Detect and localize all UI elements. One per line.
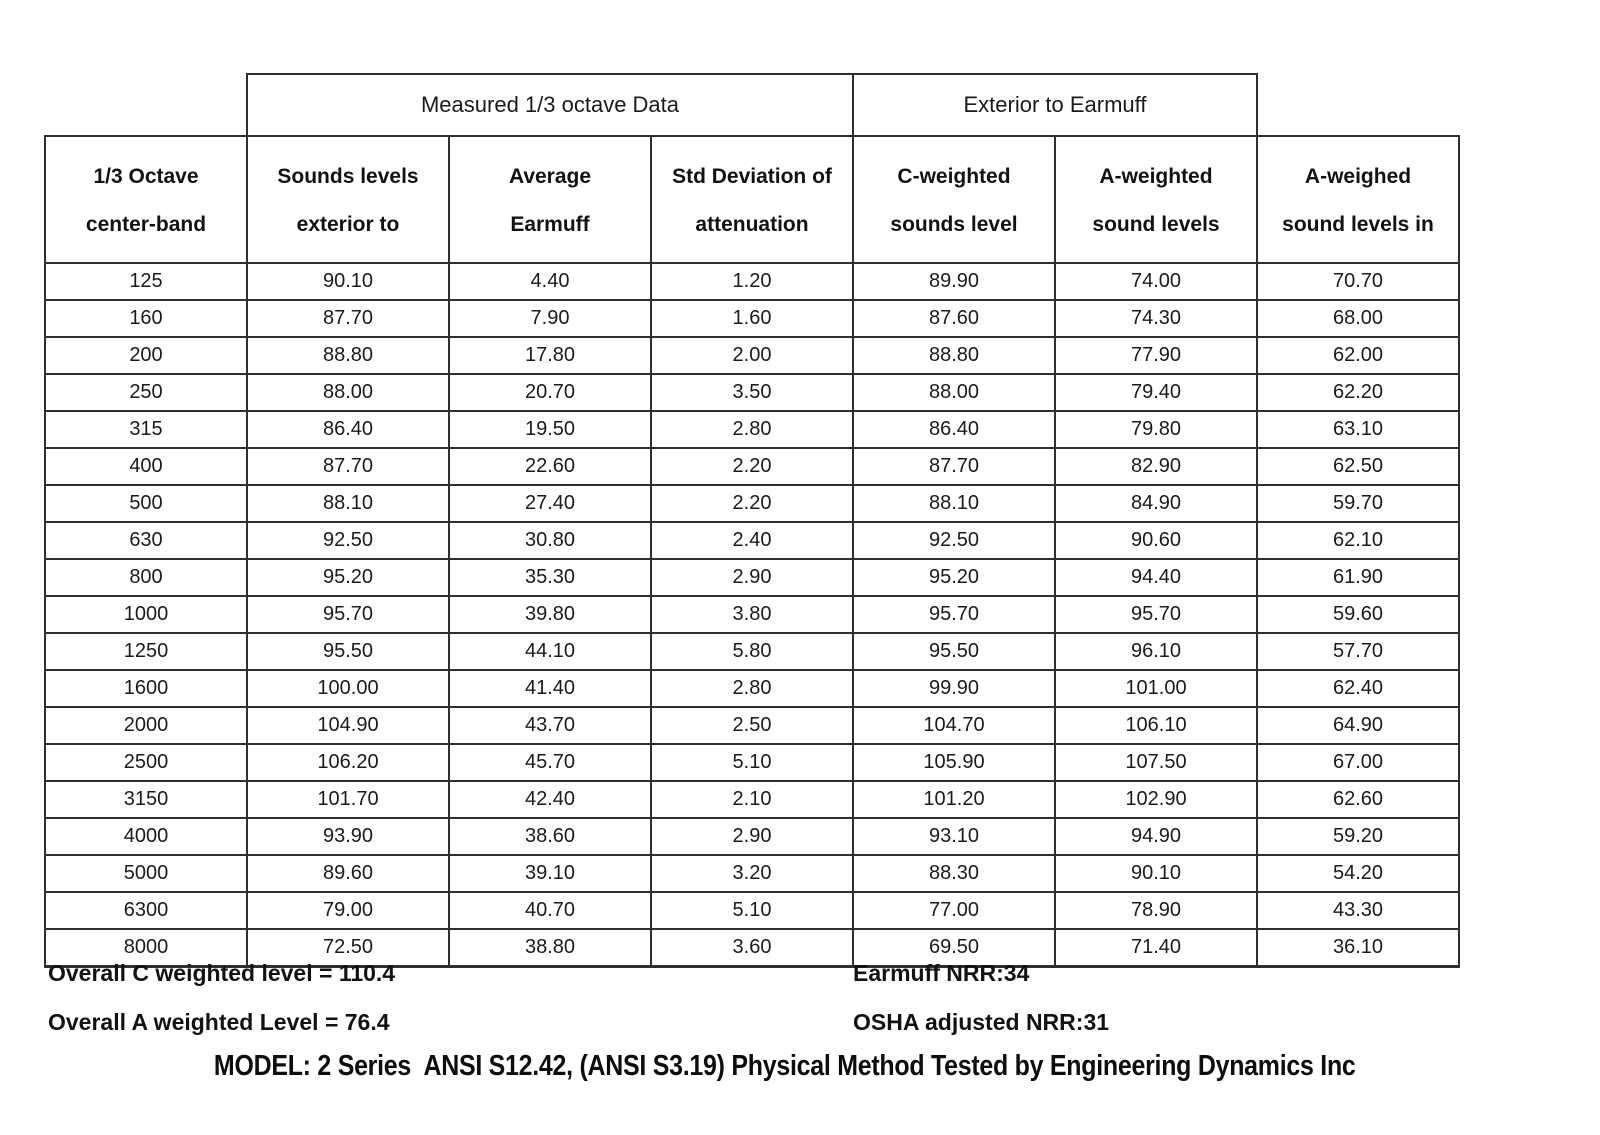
table-row	[45, 263, 1459, 300]
table-cell: 30.80	[449, 522, 651, 559]
table-cell: 95.50	[247, 633, 449, 670]
table-cell: 104.90	[247, 707, 449, 744]
earmuff-nrr: Earmuff NRR:34	[853, 960, 1030, 986]
table-cell: 4.40	[449, 263, 651, 300]
table-cell: 42.40	[449, 781, 651, 818]
table-row	[45, 707, 1459, 744]
table-row	[45, 596, 1459, 633]
table-cell: 3.60	[651, 929, 853, 967]
table-cell: 1.60	[651, 300, 853, 337]
table-cell: 3.50	[651, 374, 853, 411]
table-cell: 106.20	[247, 744, 449, 781]
table-cell: 92.50	[247, 522, 449, 559]
table-row	[45, 485, 1459, 522]
column-header-line2: sound levels	[1092, 213, 1220, 236]
table-cell: 62.10	[1257, 522, 1459, 559]
table-cell: 630	[45, 522, 247, 559]
table-cell: 5.10	[651, 744, 853, 781]
table-cell: 69.50	[853, 929, 1055, 967]
column-header-3	[651, 136, 853, 263]
table-cell: 88.00	[247, 374, 449, 411]
model-caption-text: MODEL: 2 Series ANSI S12.42, (ANSI S3.19) Physical Method Tested by Engineering Dynamics Inc	[214, 1050, 1356, 1082]
table-cell: 39.10	[449, 855, 651, 892]
table-cell: 200	[45, 337, 247, 374]
table-row	[45, 559, 1459, 596]
table-row	[45, 744, 1459, 781]
table-cell: 95.20	[247, 559, 449, 596]
table-cell: 95.70	[247, 596, 449, 633]
overall-c-weighted-level: Overall C weighted level = 110.4	[48, 960, 396, 986]
column-header-line1: Sounds levels	[277, 165, 419, 188]
column-header-2	[449, 136, 651, 263]
top-left-blank	[45, 74, 247, 136]
table-row	[45, 633, 1459, 670]
column-header-line1: Std Deviation of	[672, 165, 832, 188]
column-header-line1: A-weighted	[1099, 165, 1213, 188]
table-row	[45, 374, 1459, 411]
table-cell: 101.70	[247, 781, 449, 818]
attenuation-table	[44, 73, 1460, 968]
top-right-blank	[1257, 74, 1459, 136]
table-cell: 70.70	[1257, 263, 1459, 300]
column-header-row	[45, 136, 1459, 263]
table-cell: 64.90	[1257, 707, 1459, 744]
table-cell: 62.00	[1257, 337, 1459, 374]
table-cell: 87.70	[247, 448, 449, 485]
table-row	[45, 855, 1459, 892]
table-row	[45, 781, 1459, 818]
table-cell: 2.90	[651, 818, 853, 855]
table-cell: 38.80	[449, 929, 651, 967]
table-cell: 93.90	[247, 818, 449, 855]
table-cell: 250	[45, 374, 247, 411]
table-cell: 86.40	[247, 411, 449, 448]
table-cell: 84.90	[1055, 485, 1257, 522]
table-cell: 95.20	[853, 559, 1055, 596]
table-cell: 77.90	[1055, 337, 1257, 374]
column-header-line2: center-band	[85, 213, 207, 236]
table-cell: 54.20	[1257, 855, 1459, 892]
table-cell: 102.90	[1055, 781, 1257, 818]
table-cell: 36.10	[1257, 929, 1459, 967]
table-row	[45, 818, 1459, 855]
table-cell: 72.50	[247, 929, 449, 967]
table-cell: 104.70	[853, 707, 1055, 744]
table-cell: 45.70	[449, 744, 651, 781]
column-header-line1: 1/3 Octave	[93, 165, 199, 188]
table-cell: 41.40	[449, 670, 651, 707]
table-cell: 20.70	[449, 374, 651, 411]
table-cell: 6300	[45, 892, 247, 929]
column-header-1	[247, 136, 449, 263]
table-cell: 79.00	[247, 892, 449, 929]
table-cell: 107.50	[1055, 744, 1257, 781]
table-cell: 43.70	[449, 707, 651, 744]
table-cell: 78.90	[1055, 892, 1257, 929]
table-cell: 62.50	[1257, 448, 1459, 485]
table-cell: 1.20	[651, 263, 853, 300]
table-cell: 106.10	[1055, 707, 1257, 744]
table-cell: 87.70	[247, 300, 449, 337]
table-cell: 101.20	[853, 781, 1055, 818]
column-header-5	[1055, 136, 1257, 263]
column-header-line1: C-weighted	[897, 165, 1011, 188]
table-cell: 315	[45, 411, 247, 448]
column-header-line1: A-weighed	[1304, 165, 1412, 188]
table-cell: 2.40	[651, 522, 853, 559]
table-cell: 3.80	[651, 596, 853, 633]
table-cell: 95.50	[853, 633, 1055, 670]
table-cell: 71.40	[1055, 929, 1257, 967]
table-cell: 87.60	[853, 300, 1055, 337]
table-cell: 1250	[45, 633, 247, 670]
group-header-exterior-to-earmuff: Exterior to Earmuff	[853, 74, 1257, 136]
table-cell: 101.00	[1055, 670, 1257, 707]
table-cell: 90.60	[1055, 522, 1257, 559]
table-cell: 90.10	[247, 263, 449, 300]
table-row	[45, 411, 1459, 448]
table-cell: 7.90	[449, 300, 651, 337]
table-cell: 88.30	[853, 855, 1055, 892]
table-cell: 63.10	[1257, 411, 1459, 448]
table-body	[45, 263, 1459, 967]
table-cell: 90.10	[1055, 855, 1257, 892]
table-cell: 2.20	[651, 448, 853, 485]
column-header-line2: Earmuff	[510, 213, 590, 236]
table-cell: 27.40	[449, 485, 651, 522]
table-cell: 88.10	[247, 485, 449, 522]
table-cell: 19.50	[449, 411, 651, 448]
table-cell: 62.20	[1257, 374, 1459, 411]
table-cell: 93.10	[853, 818, 1055, 855]
table-cell: 79.80	[1055, 411, 1257, 448]
table-cell: 59.20	[1257, 818, 1459, 855]
table-cell: 5.80	[651, 633, 853, 670]
table-cell: 44.10	[449, 633, 651, 670]
group-header-measured-octave-data: Measured 1/3 octave Data	[247, 74, 853, 136]
table-cell: 68.00	[1257, 300, 1459, 337]
table-cell: 2.50	[651, 707, 853, 744]
table-cell: 62.60	[1257, 781, 1459, 818]
table-cell: 8000	[45, 929, 247, 967]
table-cell: 40.70	[449, 892, 651, 929]
table-cell: 59.70	[1257, 485, 1459, 522]
table-cell: 17.80	[449, 337, 651, 374]
table-cell: 79.40	[1055, 374, 1257, 411]
table-cell: 62.40	[1257, 670, 1459, 707]
table-row	[45, 522, 1459, 559]
table-row	[45, 448, 1459, 485]
table-cell: 74.00	[1055, 263, 1257, 300]
table-cell: 95.70	[1055, 596, 1257, 633]
table-cell: 94.40	[1055, 559, 1257, 596]
table-cell: 59.60	[1257, 596, 1459, 633]
table-cell: 88.00	[853, 374, 1055, 411]
column-header-line2: sound levels in	[1282, 213, 1434, 236]
table-cell: 2.80	[651, 411, 853, 448]
table-cell: 43.30	[1257, 892, 1459, 929]
table-cell: 39.80	[449, 596, 651, 633]
table-cell: 2.10	[651, 781, 853, 818]
table-cell: 86.40	[853, 411, 1055, 448]
table-cell: 82.90	[1055, 448, 1257, 485]
column-header-line2: sounds level	[890, 213, 1018, 236]
table-cell: 2.80	[651, 670, 853, 707]
table-row	[45, 892, 1459, 929]
table-cell: 88.80	[247, 337, 449, 374]
model-caption	[0, 1050, 1570, 1083]
table-cell: 57.70	[1257, 633, 1459, 670]
table-cell: 92.50	[853, 522, 1055, 559]
table-cell: 88.10	[853, 485, 1055, 522]
osha-adjusted-nrr: OSHA adjusted NRR:31	[853, 1009, 1110, 1035]
table-cell: 87.70	[853, 448, 1055, 485]
column-header-6	[1257, 136, 1459, 263]
table-cell: 99.90	[853, 670, 1055, 707]
table-cell: 94.90	[1055, 818, 1257, 855]
table-cell: 89.60	[247, 855, 449, 892]
table-cell: 22.60	[449, 448, 651, 485]
table-cell: 2.00	[651, 337, 853, 374]
table-cell: 96.10	[1055, 633, 1257, 670]
table-cell: 35.30	[449, 559, 651, 596]
column-header-4	[853, 136, 1055, 263]
table-cell: 500	[45, 485, 247, 522]
overall-a-weighted-level: Overall A weighted Level = 76.4	[48, 1009, 390, 1035]
table-row	[45, 670, 1459, 707]
table-cell: 2.20	[651, 485, 853, 522]
table-cell: 5.10	[651, 892, 853, 929]
table-cell: 2000	[45, 707, 247, 744]
table-row	[45, 337, 1459, 374]
table-cell: 2.90	[651, 559, 853, 596]
table-cell: 74.30	[1055, 300, 1257, 337]
table-cell: 89.90	[853, 263, 1055, 300]
table-cell: 160	[45, 300, 247, 337]
table-cell: 38.60	[449, 818, 651, 855]
table-cell: 61.90	[1257, 559, 1459, 596]
table-cell: 125	[45, 263, 247, 300]
table-cell: 100.00	[247, 670, 449, 707]
table-cell: 95.70	[853, 596, 1055, 633]
table-row	[45, 300, 1459, 337]
table-cell: 67.00	[1257, 744, 1459, 781]
table-cell: 4000	[45, 818, 247, 855]
column-header-line2: exterior to	[296, 213, 400, 236]
table-cell: 88.80	[853, 337, 1055, 374]
table-cell: 5000	[45, 855, 247, 892]
table-cell: 1000	[45, 596, 247, 633]
column-header-line2: attenuation	[695, 213, 809, 236]
table-cell: 400	[45, 448, 247, 485]
group-header-row	[45, 74, 1459, 136]
column-header-line1: Average	[508, 165, 592, 188]
column-header-0	[45, 136, 247, 263]
table-cell: 105.90	[853, 744, 1055, 781]
table-cell: 2500	[45, 744, 247, 781]
table-cell: 3150	[45, 781, 247, 818]
table-cell: 3.20	[651, 855, 853, 892]
table-cell: 800	[45, 559, 247, 596]
table-head	[45, 74, 1459, 263]
table-cell: 1600	[45, 670, 247, 707]
table-cell: 77.00	[853, 892, 1055, 929]
